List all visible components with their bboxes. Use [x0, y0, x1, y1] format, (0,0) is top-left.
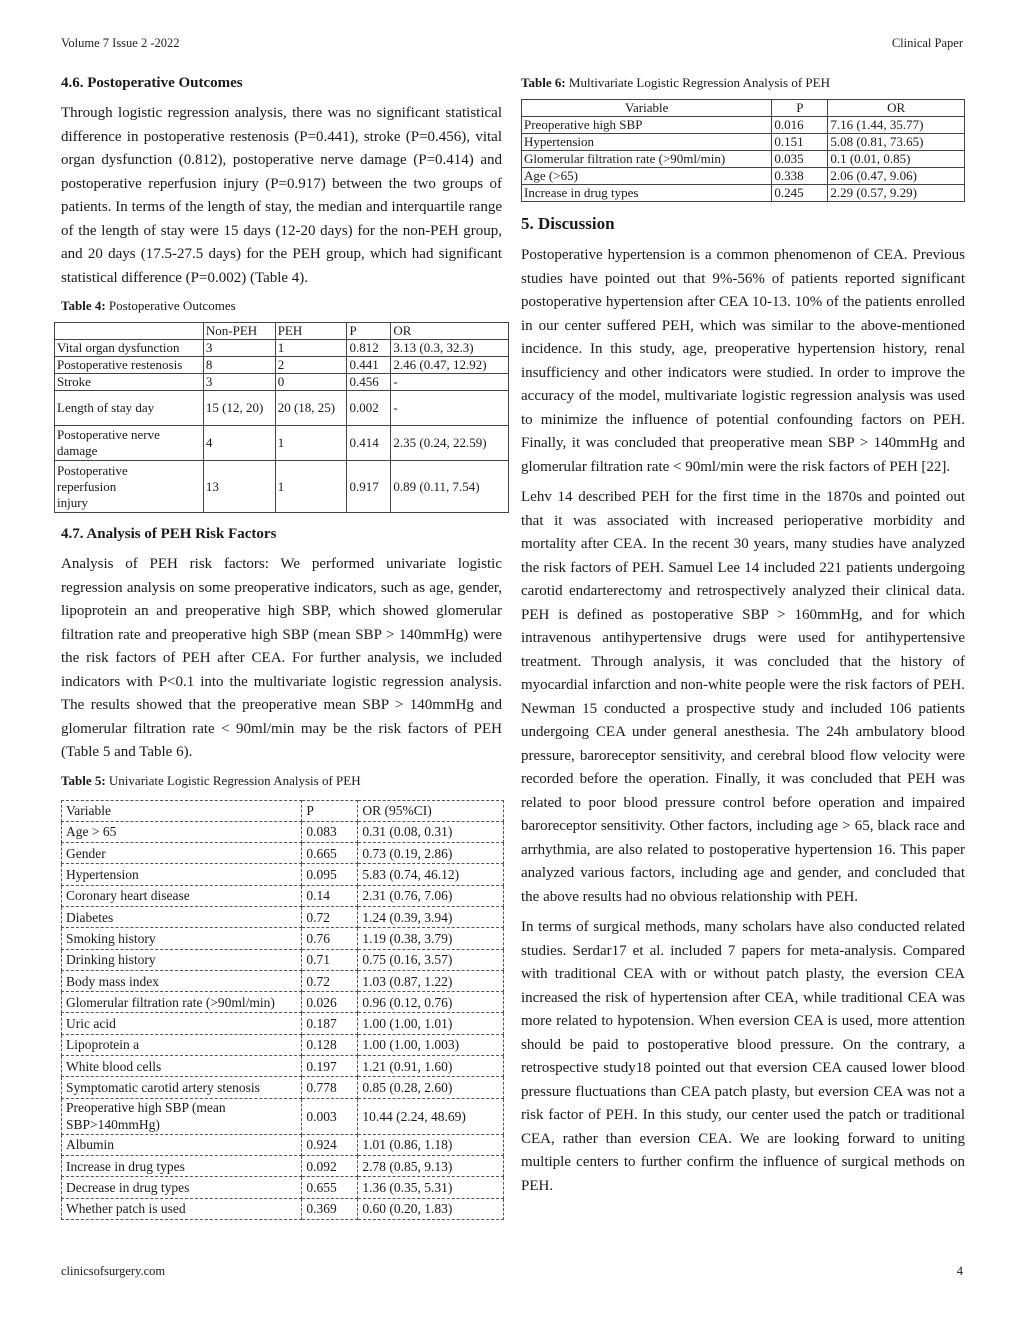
table-cell: 0.187 [302, 1013, 358, 1034]
table-cell: Hypertension [522, 134, 772, 151]
paragraph-discussion-2: Lehv 14 described PEH for the first time in the 1870s and pointed out that it was associated with increased perioperative morbidity and mortality after CEA. In the recent 30 years, many studies have analyzed the risk factors of PEH. Samuel Lee 14 included 221 patients undergoing carotid endarterectomy and retrospectively analyzed their clinical data. PEH is defined as postoperative SBP > 160mmHg, and for which intravenous antihypertensive drugs were used for antihypertensive treatment. Through analysis, it was concluded that the history of myocardial infarction and non-white people were the risk factors of PEH. Newman 15 conducted a prospective study and included 106 patients undergoing CEA under general anesthesia. The 24h ambulatory blood pressure, baroreceptor sensitivity, and cerebral blood flow velocity were recorded before the operation. Finally, it was concluded that PEH was related to poor blood pressure control before operation and impaired baroreceptor sensitivity. Other factors, including age > 65, black race and arrhythmia, are also related to postoperative hypertension 16. This paper analyzed various factors, including age and gender, and concluded that the above results had no obvious relationship with PEH. [521, 489, 965, 905]
table-row [55, 340, 509, 357]
section-title-peh-risk-factors: 4.7. Analysis of PEH Risk Factors [61, 526, 277, 542]
table-cell: 2.78 (0.85, 9.13) [358, 1155, 504, 1176]
table-cell: 13 [203, 461, 275, 513]
table-cell: 5.83 (0.74, 46.12) [358, 864, 504, 885]
table-cell: 1.36 (0.35, 5.31) [358, 1177, 504, 1198]
table-cell: Increase in drug types [62, 1155, 302, 1176]
paragraph-postoperative-outcomes: Through logistic regression analysis, there was no significant statistical difference in postoperative restenosis (P=0.441), stroke (P=0.456), vital organ dysfunction (0.812), postoperative nerve damage (P=0.414) and postoperative reperfusion injury (P=0.917) between the two groups of patients. In terms of the length of stay, the median and interquartile range of the length of stay were 15 days (12-20 days) for the non-PEH group, and 20 days (17.5-27.5 days) for the PEH group, which had significant statistical difference (P=0.002) (Table 4). [61, 105, 502, 286]
table4-caption-text: Postoperative Outcomes [105, 298, 236, 313]
table5-caption-label: Table 5: [61, 772, 106, 788]
table-cell: 0.092 [302, 1155, 358, 1176]
table-cell: Glomerular filtration rate (>90ml/min) [62, 992, 302, 1013]
table-cell: 2.35 (0.24, 22.59) [391, 426, 509, 461]
table-row [62, 906, 504, 927]
table-cell: 0.924 [302, 1134, 358, 1155]
right-column [521, 72, 965, 1205]
table-cell: 0.035 [772, 151, 828, 168]
table-cell: 0.14 [302, 885, 358, 906]
table-cell: 0.002 [347, 391, 391, 426]
table-row [55, 391, 509, 426]
table-row [62, 1134, 504, 1155]
table-row [55, 357, 509, 374]
table4-caption [61, 297, 502, 315]
table-cell: 1.03 (0.87, 1.22) [358, 970, 504, 991]
table-cell: - [391, 374, 509, 391]
table-cell: 2.29 (0.57, 9.29) [828, 185, 965, 202]
table-header-cell: PEH [275, 323, 347, 340]
table-cell: 0.71 [302, 949, 358, 970]
table-cell: Body mass index [62, 970, 302, 991]
table-cell: 7.16 (1.44, 35.77) [828, 117, 965, 134]
table-cell: Age > 65 [62, 821, 302, 842]
section-title-discussion: 5. Discussion [521, 214, 615, 233]
table-cell: 1.01 (0.86, 1.18) [358, 1134, 504, 1155]
table-cell: Vital organ dysfunction [55, 340, 204, 357]
table-row [62, 1155, 504, 1176]
table-cell: 0.128 [302, 1034, 358, 1055]
left-column [57, 72, 502, 1220]
table-cell: Stroke [55, 374, 204, 391]
table-cell: 4 [203, 426, 275, 461]
table-cell: 0.245 [772, 185, 828, 202]
table-cell: 0.003 [302, 1098, 358, 1134]
table-cell: 0.75 (0.16, 3.57) [358, 949, 504, 970]
table-cell: 2.46 (0.47, 12.92) [391, 357, 509, 374]
table-row [62, 949, 504, 970]
table-cell: 0.73 (0.19, 2.86) [358, 843, 504, 864]
table-cell: 20 (18, 25) [275, 391, 347, 426]
table-cell: Coronary heart disease [62, 885, 302, 906]
running-header-volume: Volume 7 Issue 2 -2022 [61, 36, 180, 50]
table-cell: 0.026 [302, 992, 358, 1013]
table-cell: 0.60 (0.20, 1.83) [358, 1198, 504, 1219]
table-cell: 0.095 [302, 864, 358, 885]
table-cell: 0.96 (0.12, 0.76) [358, 992, 504, 1013]
table-cell: Postoperative nerve damage [55, 426, 204, 461]
table-cell: 0.31 (0.08, 0.31) [358, 821, 504, 842]
table-cell: 0.812 [347, 340, 391, 357]
table-postoperative-outcomes [54, 322, 509, 513]
table-cell: 3 [203, 340, 275, 357]
table-row [62, 1034, 504, 1055]
table-cell: Length of stay day [55, 391, 204, 426]
table-cell: 0.76 [302, 928, 358, 949]
table-cell: 0.456 [347, 374, 391, 391]
table-cell: 3.13 (0.3, 32.3) [391, 340, 509, 357]
running-header-section: Clinical Paper [891, 36, 963, 50]
table-cell: 0.338 [772, 168, 828, 185]
table-cell: 0.369 [302, 1198, 358, 1219]
table-cell: Age (>65) [522, 168, 772, 185]
table-cell: 0.655 [302, 1177, 358, 1198]
table-row [62, 1098, 504, 1134]
table4-caption-label: Table 4: [61, 298, 106, 313]
table-cell: Albumin [62, 1134, 302, 1155]
table-row [62, 821, 504, 842]
table-cell: 10.44 (2.24, 48.69) [358, 1098, 504, 1134]
table-cell: 2 [275, 357, 347, 374]
table-cell: - [391, 391, 509, 426]
table-cell: 1.00 (1.00, 1.003) [358, 1034, 504, 1055]
table-cell: Smoking history [62, 928, 302, 949]
table-cell: 3 [203, 374, 275, 391]
footer-site: clinicsofsurgery.com [61, 1264, 166, 1278]
table-row [62, 970, 504, 991]
table-cell: 0.016 [772, 117, 828, 134]
table-row [522, 117, 965, 134]
table-cell: Preoperative high SBP [522, 117, 772, 134]
table-row [62, 864, 504, 885]
table-header-cell [55, 323, 204, 340]
table-cell: 0.917 [347, 461, 391, 513]
table-cell: 0.665 [302, 843, 358, 864]
table-cell: 15 (12, 20) [203, 391, 275, 426]
section-title-postoperative-outcomes: 4.6. Postoperative Outcomes [61, 75, 243, 91]
table-cell: 5.08 (0.81, 73.65) [828, 134, 965, 151]
table-header-cell: Non-PEH [203, 323, 275, 340]
table-cell: 0.414 [347, 426, 391, 461]
table-cell: 0.72 [302, 906, 358, 927]
table-cell: White blood cells [62, 1056, 302, 1077]
table-row [62, 928, 504, 949]
table6-caption [521, 74, 965, 92]
table5-caption [61, 772, 502, 790]
table-cell: Postoperative restenosis [55, 357, 204, 374]
page-number: 4 [956, 1264, 963, 1278]
table-cell: 0.197 [302, 1056, 358, 1077]
table-cell: 1 [275, 426, 347, 461]
table-header-cell: OR [391, 323, 509, 340]
table-cell: Symptomatic carotid artery stenosis [62, 1077, 302, 1098]
table-cell: Hypertension [62, 864, 302, 885]
table-row [522, 168, 965, 185]
table-cell: 0.85 (0.28, 2.60) [358, 1077, 504, 1098]
table-cell: 0.778 [302, 1077, 358, 1098]
table-row [522, 134, 965, 151]
table-cell: 1.00 (1.00, 1.01) [358, 1013, 504, 1034]
table-row [62, 1077, 504, 1098]
paragraph-discussion-3: In terms of surgical methods, many scholars have also conducted related studies. Serdar17 et al. included 7 papers for meta-analysis. Compared with traditional CEA with or without patch plasty, the eversion CEA increased the risk of hypertension after CEA, while traditional CEA was more related to hypotension. When eversion CEA is used, more attention should be paid to postoperative blood pressure. On the contrary, a retrospective study18 pointed out that eversion CEA caused lower blood pressure fluctuations than CEA patch plasty, but eversion CEA was not a risk factor of PEH. In this study, our center used the patch or traditional CEA, rather than eversion CEA. We are looking forward to uniting multiple centers to further confirm the influence of surgical methods on PEH. [521, 919, 965, 1194]
table-cell: Lipoprotein a [62, 1034, 302, 1055]
table-row [55, 426, 509, 461]
table-multivariate-regression [521, 99, 965, 202]
table-cell: Increase in drug types [522, 185, 772, 202]
table-header-cell: Variable [62, 800, 302, 821]
table-row [62, 1013, 504, 1034]
table6-caption-label: Table 6: [521, 75, 566, 90]
table-header-row [62, 800, 504, 821]
table-cell: 0.441 [347, 357, 391, 374]
table-row [522, 151, 965, 168]
table-cell: 0.151 [772, 134, 828, 151]
table-cell: Glomerular filtration rate (>90ml/min) [522, 151, 772, 168]
table-cell: 1.19 (0.38, 3.79) [358, 928, 504, 949]
table-header-cell: OR (95%CI) [358, 800, 504, 821]
table-cell: 1.21 (0.91, 1.60) [358, 1056, 504, 1077]
paragraph-peh-risk-factors: Analysis of PEH risk factors: We performed univariate logistic regression analysis on some preoperative indicators, such as age, gender, lipoprotein an and preoperative high SBP, which showed glomerular filtration rate and preoperative high SBP (mean SBP > 140mmHg) were the risk factors of PEH after CEA. For further analysis, we included indicators with P<0.1 into the multivariate logistic regression analysis. The results showed that the preoperative mean SBP > 140mmHg and glomerular filtration rate < 90ml/min may be the risk factors of PEH (Table 5 and Table 6). [61, 556, 502, 760]
table-cell: 0 [275, 374, 347, 391]
table-row [55, 461, 509, 513]
table-cell: Postoperative reperfusion injury [55, 461, 204, 513]
table-cell: 0.89 (0.11, 7.54) [391, 461, 509, 513]
table-row [62, 1056, 504, 1077]
table-cell: Decrease in drug types [62, 1177, 302, 1198]
table5-caption-text: Univariate Logistic Regression Analysis of PEH [105, 772, 361, 788]
table-row [62, 1198, 504, 1219]
table-row [62, 1177, 504, 1198]
table-cell: 0.1 (0.01, 0.85) [828, 151, 965, 168]
table-header-row [55, 323, 509, 340]
table-cell: Gender [62, 843, 302, 864]
table-cell: 2.06 (0.47, 9.06) [828, 168, 965, 185]
table-univariate-regression [61, 800, 504, 1220]
table-header-cell: P [347, 323, 391, 340]
table-row [62, 843, 504, 864]
table-cell: Whether patch is used [62, 1198, 302, 1219]
table-header-row [522, 100, 965, 117]
table-header-cell: P [302, 800, 358, 821]
table-row [62, 992, 504, 1013]
table-row [55, 374, 509, 391]
table-cell: 0.083 [302, 821, 358, 842]
table-header-cell: OR [828, 100, 965, 117]
table-header-cell: P [772, 100, 828, 117]
table-cell: 1 [275, 340, 347, 357]
table-cell: 1.24 (0.39, 3.94) [358, 906, 504, 927]
table-header-cell: Variable [522, 100, 772, 117]
paragraph-discussion-1: Postoperative hypertension is a common phenomenon of CEA. Previous studies have pointed out that 9%-56% of patients reported significant postoperative hypertension after CEA 10-13. 10% of the patients enrolled in our center suffered PEH, which was similar to the above-mentioned incidence. In this study, age, preoperative hypertension history, renal insufficiency and other indicators were studied. In order to improve the accuracy of the model, multivariate logistic regression analysis was used to minimize the influence of potential confounding factors on PEH. Finally, it was concluded that preoperative mean SBP > 140mmHg and glomerular filtration rate < 90ml/min were the risk factors of PEH [22]. [521, 247, 965, 475]
table-cell: 1 [275, 461, 347, 513]
table-cell: Drinking history [62, 949, 302, 970]
table-cell: 8 [203, 357, 275, 374]
table-cell: Diabetes [62, 906, 302, 927]
table6-caption-text: Multivariate Logistic Regression Analysis of PEH [565, 75, 830, 90]
table-row [62, 885, 504, 906]
table-cell: Preoperative high SBP (mean SBP>140mmHg) [62, 1098, 302, 1134]
table-cell: Uric acid [62, 1013, 302, 1034]
table-row [522, 185, 965, 202]
table-cell: 0.72 [302, 970, 358, 991]
table-cell: 2.31 (0.76, 7.06) [358, 885, 504, 906]
